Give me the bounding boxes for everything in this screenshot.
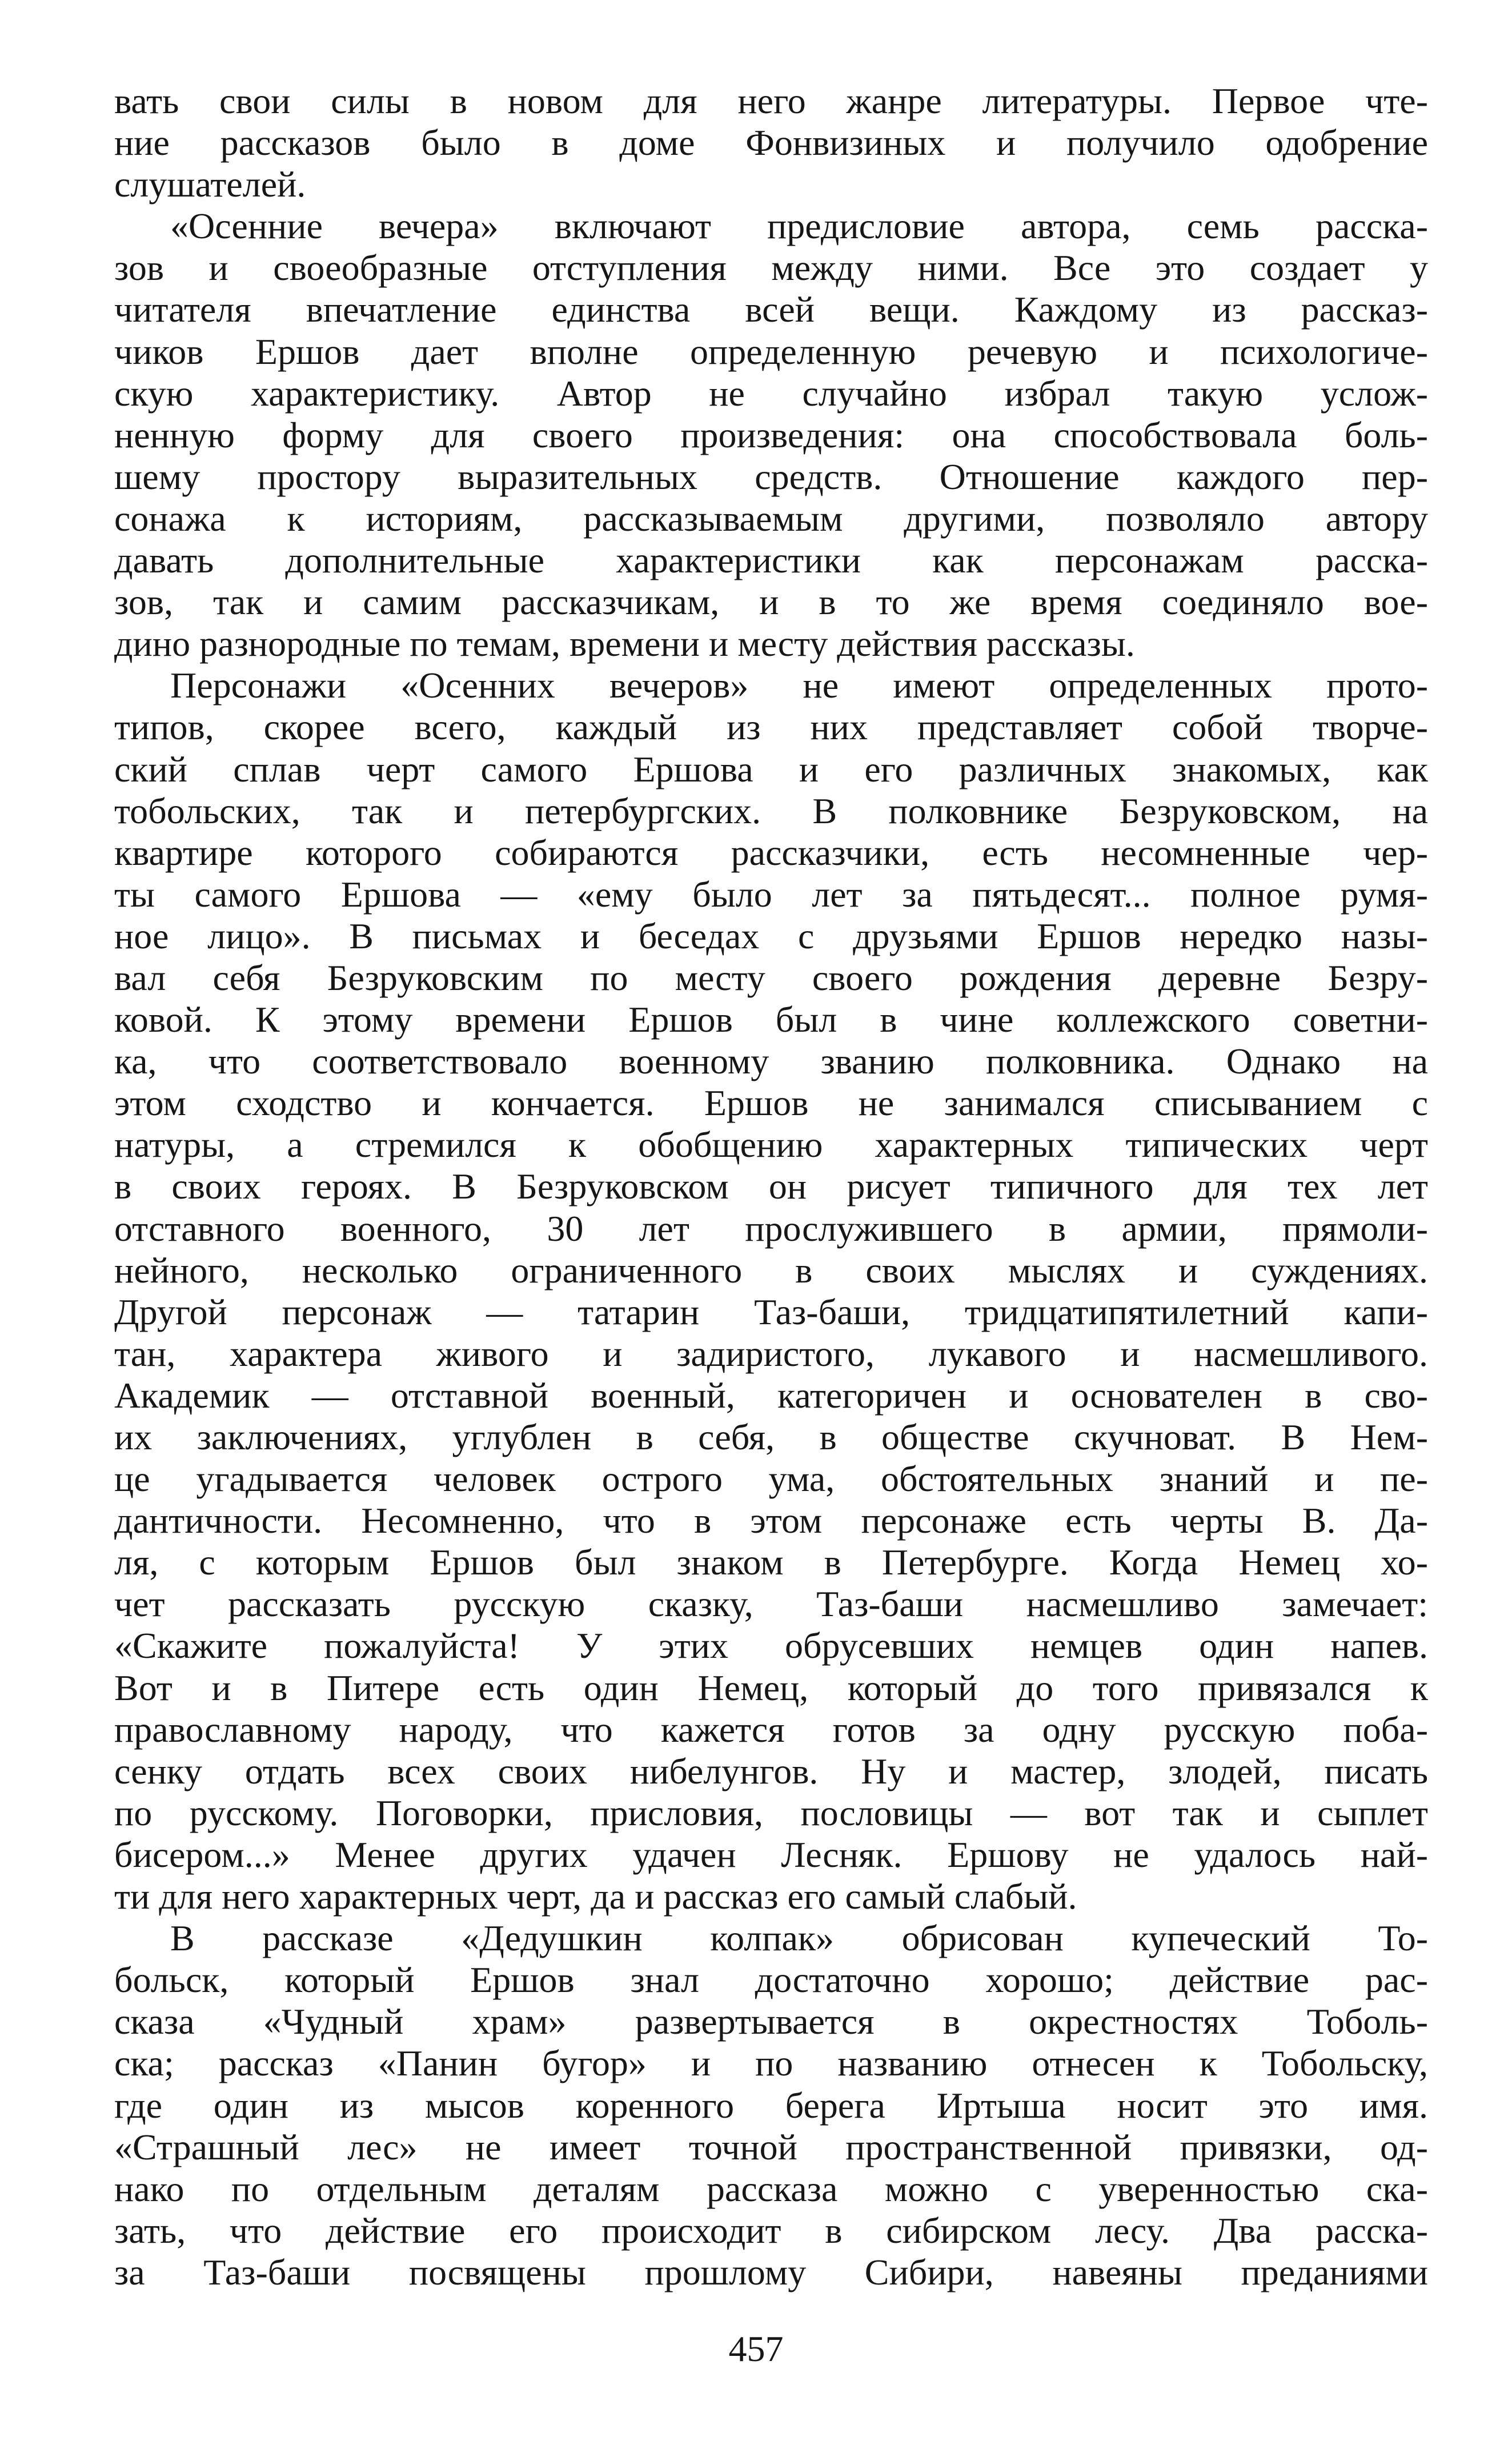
text-line: ка, что соответствовало военному званию полковника. Однако на — [114, 1041, 1428, 1082]
text-line: Персонажи «Осенних вечеров» не имеют определенных прото- — [170, 665, 1428, 706]
text-line: «Осенние вечера» включают предисловие автора, семь расска- — [170, 206, 1428, 247]
text-line: ска; рассказ «Панин бугор» и по названию отнесен к Тобольску, — [114, 2043, 1428, 2084]
text-line: В рассказе «Дедушкин колпак» обрисован купеческий То- — [170, 1918, 1428, 1959]
text-line: типов, скорее всего, каждый из них представляет собой творче- — [114, 707, 1428, 748]
text-line: Другой персонаж — татарин Таз-баши, тридцатипятилетний капи- — [114, 1291, 1428, 1332]
text-line: «Скажите пожалуйста! У этих обрусевших немцев один напев. — [114, 1625, 1428, 1666]
text-line: бисером...» Менее других удачен Лесняк. Ершову не удалось най- — [114, 1834, 1428, 1875]
text-line: ти для него характерных черт, да и рассказ его самый слабый. — [114, 1876, 1077, 1917]
text-line: вал себя Безруковским по месту своего рождения деревне Безру- — [114, 957, 1428, 998]
text-line: дантичности. Несомненно, что в этом персонаже есть черты В. Да- — [114, 1500, 1428, 1541]
text-line: це угадывается человек острого ума, обстоятельных знаний и пе- — [114, 1458, 1428, 1500]
text-line: «Страшный лес» не имеет точной пространственной привязки, од- — [114, 2126, 1428, 2167]
text-line: ля, с которым Ершов был знаком в Петербурге. Когда Немец хо- — [114, 1542, 1428, 1583]
text-line: Академик — отставной военный, категоричен и основателен в сво- — [114, 1374, 1428, 1416]
text-line: ненную форму для своего произведения: она способствовала боль- — [114, 414, 1428, 455]
text-line: вать свои силы в новом для него жанре литературы. Первое чте- — [114, 81, 1428, 121]
text-line: сонажа к историям, рассказываемым другими, позволяло автору — [114, 498, 1428, 539]
text-line: больск, который Ершов знал достаточно хорошо; действие рас- — [114, 1959, 1428, 2001]
text-line: за Таз-баши посвящены прошлому Сибири, навеяны преданиями — [114, 2251, 1428, 2292]
text-line: по русскому. Поговорки, присловия, пословицы — вот так и сыплет — [114, 1792, 1428, 1833]
text-line: скую характеристику. Автор не случайно избрал такую услож- — [114, 372, 1428, 414]
text-line: ковой. К этому времени Ершов был в чине коллежского советни- — [114, 999, 1428, 1040]
text-line: нако по отдельным деталям рассказа можно с уверенностью ска- — [114, 2168, 1428, 2209]
text-line: тобольских, так и петербургских. В полковнике Безруковском, на — [114, 790, 1428, 831]
text-line: Вот и в Питере есть один Немец, который до того привязался к — [114, 1667, 1428, 1708]
text-line: натуры, а стремился к обобщению характерных типических черт — [114, 1124, 1428, 1165]
text-line: православному народу, что кажется готов за одну русскую поба- — [114, 1709, 1428, 1750]
text-line: ное лицо». В письмах и беседах с друзьями Ершов нередко назы- — [114, 915, 1428, 956]
text-line: зов и своеобразные отступления между ними. Все это создает у — [114, 247, 1428, 288]
text-line: давать дополнительные характеристики как персонажам расска- — [114, 540, 1428, 581]
page-number: 457 — [728, 2328, 784, 2369]
body-text — [114, 80, 1428, 2293]
text-line: в своих героях. В Безруковском он рисует типичного для тех лет — [114, 1166, 1428, 1207]
text-line: шему простору выразительных средств. Отношение каждого пер- — [114, 456, 1428, 497]
paragraph — [114, 205, 1428, 664]
text-line: отставного военного, 30 лет прослужившего в армии, прямоли- — [114, 1208, 1428, 1249]
text-line: зов, так и самим рассказчикам, и в то же время соединяло вое- — [114, 582, 1428, 623]
text-line: где один из мысов коренного берега Иртыша носит это имя. — [114, 2085, 1428, 2126]
text-line: читателя впечатление единства всей вещи. Каждому из рассказ- — [114, 289, 1428, 330]
text-line: нейного, несколько ограниченного в своих мыслях и суждениях. — [114, 1249, 1428, 1290]
text-line: квартире которого собираются рассказчики, есть несомненные чер- — [114, 832, 1428, 873]
paragraph — [114, 664, 1428, 1917]
text-line: чет рассказать русскую сказку, Таз-баши насмешливо замечает: — [114, 1584, 1428, 1625]
text-line: сказа «Чудный храм» развертывается в окрестностях Тоболь- — [114, 2001, 1428, 2042]
paragraph — [114, 1917, 1428, 2293]
text-line: зать, что действие его происходит в сибирском лесу. Два расска- — [114, 2210, 1428, 2251]
text-line: их заключениях, углублен в себя, в обществе скучноват. В Нем- — [114, 1417, 1428, 1457]
paragraph — [114, 80, 1428, 205]
text-line: чиков Ершов дает вполне определенную речевую и психологиче- — [114, 331, 1428, 372]
text-line: этом сходство и кончается. Ершов не занимался списыванием с — [114, 1083, 1428, 1124]
text-line: ние рассказов было в доме Фонвизиных и получило одобрение — [114, 122, 1428, 163]
text-line: слушателей. — [114, 164, 306, 205]
text-line: ский сплав черт самого Ершова и его различных знакомых, как — [114, 748, 1428, 789]
text-line: ты самого Ершова — «ему было лет за пятьдесят... полное румя- — [114, 873, 1428, 915]
text-line: дино разнородные по темам, времени и месту действия рассказы. — [114, 623, 1135, 664]
text-line: тан, характера живого и задиристого, лукавого и насмешливого. — [114, 1333, 1428, 1374]
text-line: сенку отдать всех своих нибелунгов. Ну и мастер, злодей, писать — [114, 1750, 1428, 1791]
